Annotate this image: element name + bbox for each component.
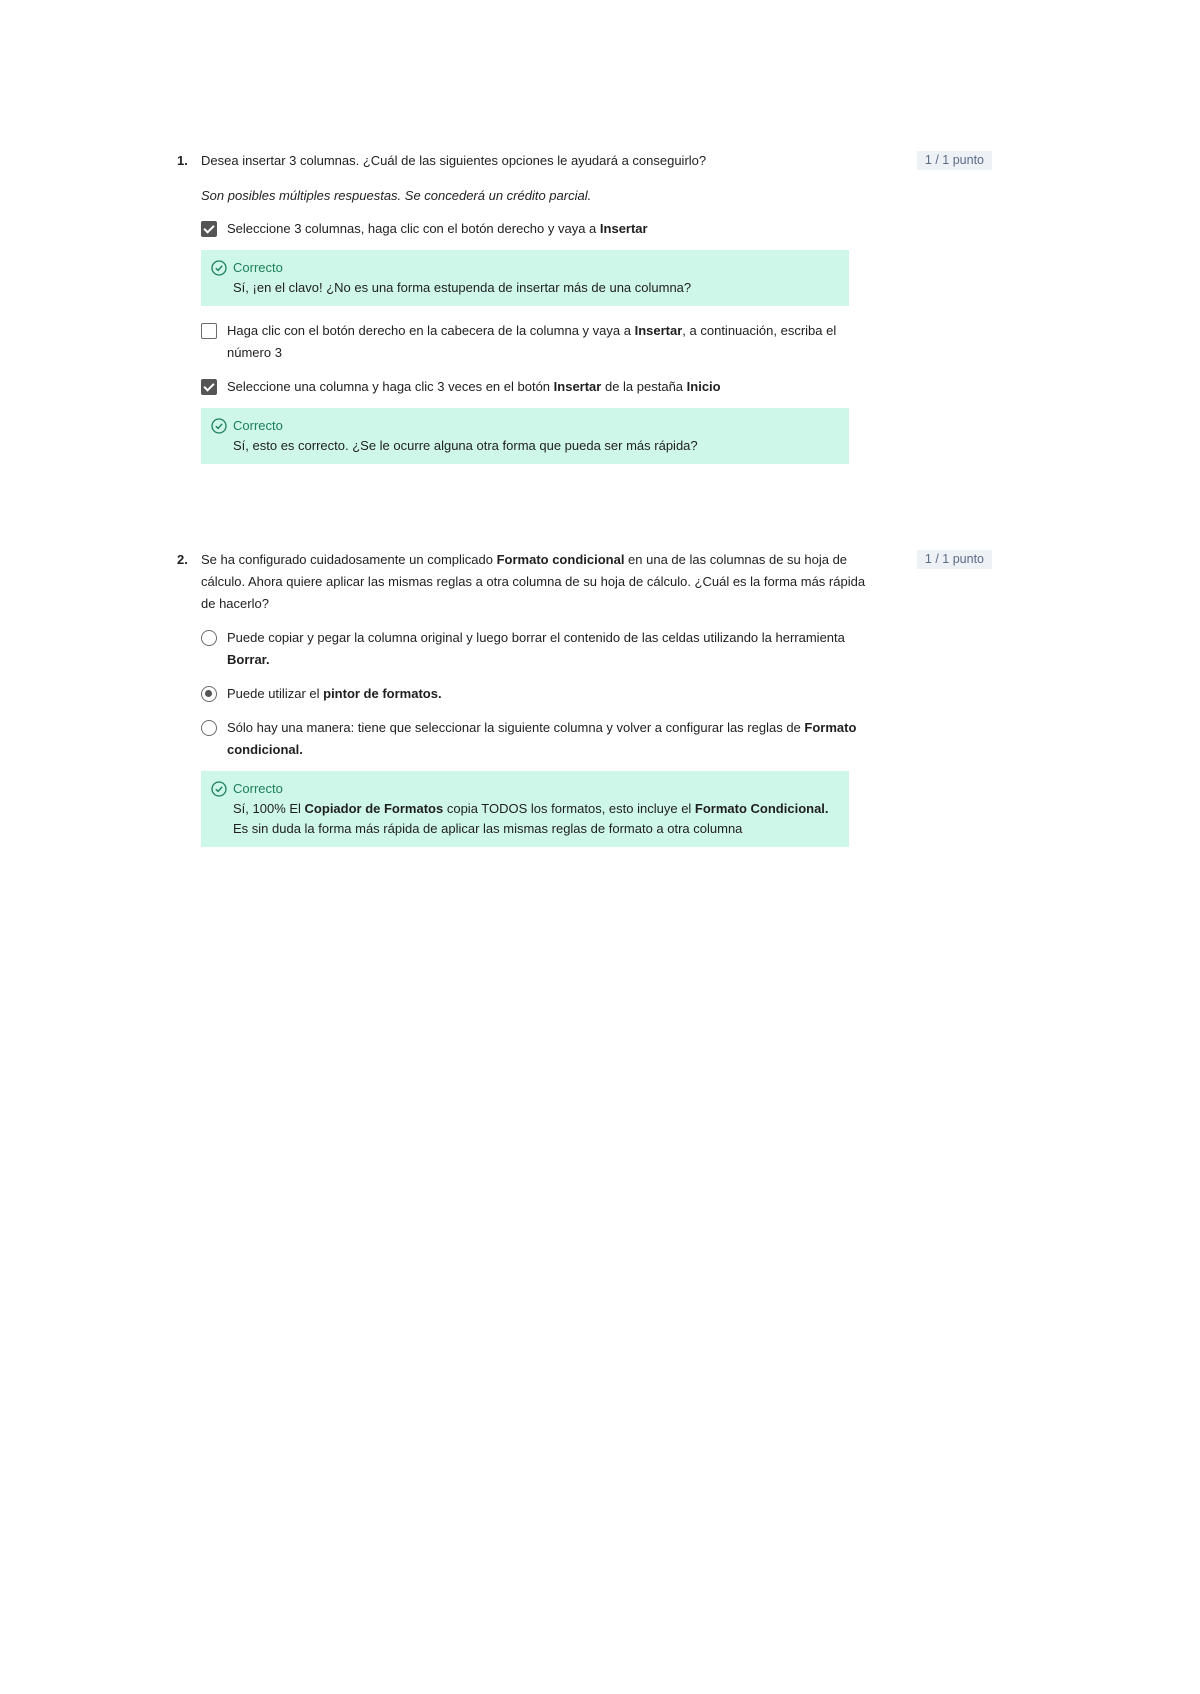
checkbox-checked[interactable] xyxy=(201,379,217,395)
option-label: Seleccione una columna y haga clic 3 veces en el botón Insertar de la pestaña Inicio xyxy=(227,379,721,394)
question-prompt: Desea insertar 3 columnas. ¿Cuál de las siguientes opciones le ayudará a conseguirlo? xyxy=(201,153,707,168)
feedback-correct xyxy=(201,771,849,847)
radio-unselected[interactable] xyxy=(201,630,217,646)
option-1[interactable] xyxy=(201,218,881,240)
question-header xyxy=(177,150,992,172)
feedback-title: Correcto xyxy=(233,260,283,275)
question-prompt: Se ha configurado cuidadosamente un complicado Formato condicional en una de las columnas de su hoja de cálculo. Ahora quiere aplicar las mismas reglas a otra columna de su hoja de cálculo. ¿Cuál es la forma más rápida de hacerlo? xyxy=(201,552,866,611)
radio-unselected[interactable] xyxy=(201,720,217,736)
question-number: 1. xyxy=(177,153,188,168)
feedback-text: Sí, 100% El Copiador de Formatos copia TODOS los formatos, esto incluye el Formato Condicional. Es sin duda la forma más rápida de aplicar las mismas reglas de formato a otra columna xyxy=(233,801,829,836)
points-badge: 1 / 1 punto xyxy=(917,550,992,569)
option-label: Seleccione 3 columnas, haga clic con el botón derecho y vaya a Insertar xyxy=(227,221,648,236)
question-2 xyxy=(177,549,992,847)
option-label: Sólo hay una manera: tiene que seleccionar la siguiente columna y volver a configurar las reglas de Formato condicional. xyxy=(227,720,857,757)
option-label: Haga clic con el botón derecho en la cabecera de la columna y vaya a Insertar, a continuación, escriba el número 3 xyxy=(227,323,837,360)
option-2[interactable] xyxy=(201,320,881,364)
checkbox-checked[interactable] xyxy=(201,221,217,237)
option-2[interactable] xyxy=(201,683,881,705)
question-note: Son posibles múltiples respuestas. Se concederá un crédito parcial. xyxy=(201,188,592,203)
check-circle-icon xyxy=(211,418,227,434)
points-badge: 1 / 1 punto xyxy=(917,151,992,170)
question-1 xyxy=(177,150,992,464)
radio-selected[interactable] xyxy=(201,686,217,702)
option-label: Puede copiar y pegar la columna original y luego borrar el contenido de las celdas utilizando la herramienta Borrar. xyxy=(227,630,845,667)
question-number: 2. xyxy=(177,552,188,567)
option-1[interactable] xyxy=(201,627,881,671)
option-label: Puede utilizar el pintor de formatos. xyxy=(227,686,442,701)
checkbox-unchecked[interactable] xyxy=(201,323,217,339)
feedback-text: Sí, ¡en el clavo! ¿No es una forma estupenda de insertar más de una columna? xyxy=(233,280,692,295)
feedback-title: Correcto xyxy=(233,781,283,796)
check-circle-icon xyxy=(211,260,227,276)
feedback-correct xyxy=(201,250,849,306)
check-circle-icon xyxy=(211,781,227,797)
feedback-correct xyxy=(201,408,849,464)
option-3[interactable] xyxy=(201,376,881,398)
option-3[interactable] xyxy=(201,717,881,761)
question-header xyxy=(177,549,992,615)
feedback-title: Correcto xyxy=(233,418,283,433)
feedback-text: Sí, esto es correcto. ¿Se le ocurre alguna otra forma que pueda ser más rápida? xyxy=(233,438,698,453)
